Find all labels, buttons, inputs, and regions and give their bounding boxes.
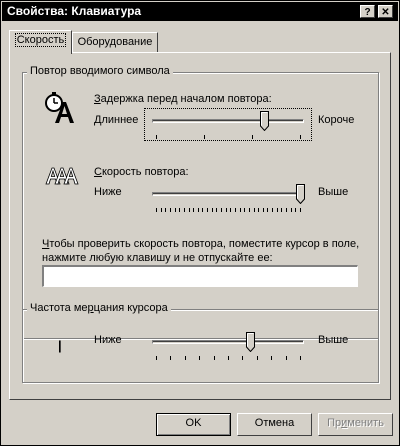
- slider-tick: [202, 208, 203, 212]
- slider-tick: [300, 135, 301, 139]
- slider-tick: [156, 135, 157, 139]
- slider-tick: [254, 208, 255, 212]
- slider-tick: [286, 356, 287, 360]
- slider-tick: [258, 208, 259, 212]
- slider-tick: [161, 208, 162, 212]
- slider-tick: [249, 208, 250, 212]
- delay-slider-track[interactable]: [152, 119, 304, 123]
- slider-tick: [185, 356, 186, 360]
- cursor-preview: |: [58, 338, 62, 353]
- slider-tick: [228, 356, 229, 360]
- slider-tick: [267, 208, 268, 212]
- blink-left-label: Ниже: [94, 334, 122, 346]
- slider-tick: [230, 208, 231, 212]
- slider-tick: [214, 356, 215, 360]
- blink-group-title: Частота мерцания курсора: [27, 302, 171, 314]
- slider-tick: [170, 356, 171, 360]
- slider-tick: [156, 356, 157, 360]
- repeat-group-title: Повтор вводимого символа: [27, 65, 173, 77]
- slider-tick: [271, 356, 272, 360]
- slider-tick: [198, 208, 199, 212]
- slider-tick: [204, 135, 205, 139]
- tab-speed-label: Скорость: [16, 34, 65, 46]
- slider-tick: [207, 208, 208, 212]
- rate-left-label: Ниже: [94, 186, 122, 198]
- slider-tick: [175, 208, 176, 212]
- tab-hardware-label: Оборудование: [77, 36, 153, 48]
- rate-slider-track[interactable]: [152, 192, 304, 196]
- delay-ticks: [156, 135, 300, 139]
- slider-tick: [170, 208, 171, 212]
- slider-tick: [242, 356, 243, 360]
- help-button[interactable]: ?: [360, 5, 375, 18]
- slider-tick: [165, 208, 166, 212]
- slider-tick: [235, 208, 236, 212]
- delay-left-label: Длиннее: [94, 114, 139, 126]
- slider-tick: [199, 356, 200, 360]
- rate-right-label: Выше: [318, 186, 349, 198]
- repeated-a-icon: [45, 166, 79, 186]
- slider-tick: [281, 208, 282, 212]
- title-bar[interactable]: [2, 2, 398, 21]
- delay-right-label: Короче: [318, 114, 355, 126]
- slider-tick: [286, 208, 287, 212]
- tab-speed[interactable]: [9, 30, 72, 54]
- rate-ticks: [156, 208, 300, 212]
- slider-tick: [156, 208, 157, 212]
- slider-tick: [240, 208, 241, 212]
- slider-tick: [291, 208, 292, 212]
- rate-slider-thumb[interactable]: [296, 184, 305, 204]
- rate-label: Скорость повтора:: [94, 166, 189, 178]
- slider-tick: [216, 208, 217, 212]
- slider-tick: [226, 208, 227, 212]
- cancel-button[interactable]: Отмена: [237, 413, 312, 436]
- slider-tick: [221, 208, 222, 212]
- slider-tick: [263, 208, 264, 212]
- slider-tick: [179, 208, 180, 212]
- blink-ticks: [156, 356, 300, 360]
- slider-tick: [244, 208, 245, 212]
- repeat-test-input[interactable]: [42, 265, 358, 287]
- slider-tick: [272, 208, 273, 212]
- blink-slider-track[interactable]: [152, 340, 304, 344]
- blink-group: [22, 309, 379, 383]
- slider-tick: [184, 208, 185, 212]
- slider-tick: [295, 208, 296, 212]
- ok-button[interactable]: OK: [156, 413, 231, 436]
- window-title: Свойства: Клавиатура: [7, 4, 142, 18]
- close-button[interactable]: [378, 5, 393, 18]
- tab-panel: [9, 52, 391, 400]
- slider-tick: [300, 208, 301, 212]
- delay-slider-thumb[interactable]: [260, 111, 269, 131]
- slider-tick: [257, 356, 258, 360]
- tab-hardware[interactable]: [72, 32, 158, 52]
- slider-tick: [252, 135, 253, 139]
- delay-label: Задержка перед началом повтора:: [94, 93, 272, 105]
- slider-tick: [212, 208, 213, 212]
- test-instructions: Чтобы проверить скорость повтора, поместите курсор в поле, нажмите любую клавишу и не отпускайте ее:: [42, 238, 360, 264]
- slider-tick: [300, 356, 301, 360]
- stopwatch-a-icon: [43, 90, 77, 124]
- blink-slider-thumb[interactable]: [246, 332, 255, 352]
- apply-button[interactable]: Применить: [318, 413, 393, 436]
- close-icon: ✕: [381, 7, 390, 18]
- slider-tick: [189, 208, 190, 212]
- slider-tick: [193, 208, 194, 212]
- blink-right-label: Выше: [318, 334, 349, 346]
- slider-tick: [277, 208, 278, 212]
